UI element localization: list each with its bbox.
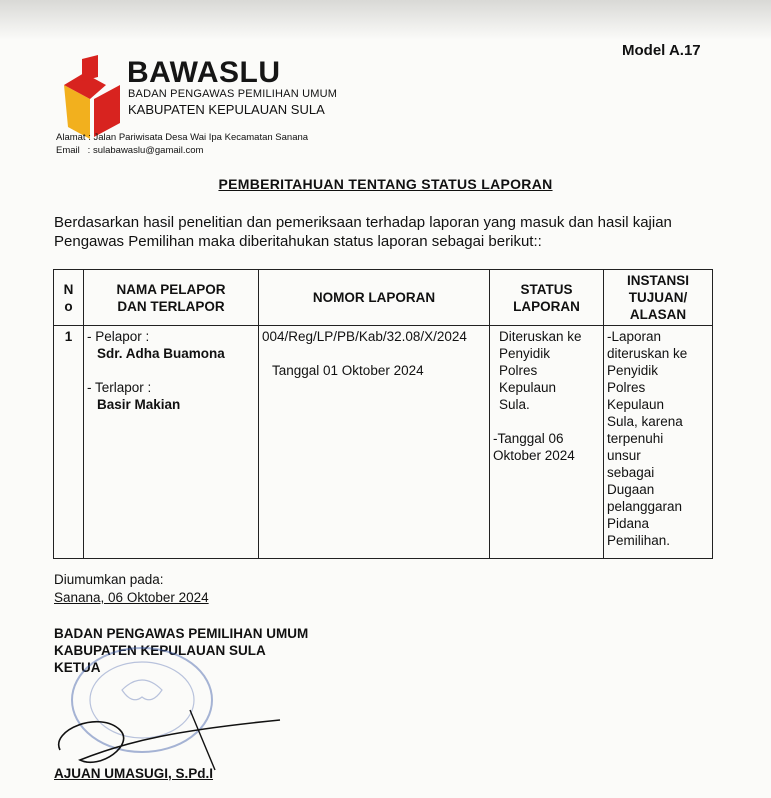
model-label: Model A.17 [622, 42, 701, 59]
terlapor-label: - Terlapor : [87, 380, 152, 395]
org-name: BAWASLU [127, 56, 281, 89]
signatory-name: AJUAN UMASUGI, S.Pd.I [54, 766, 214, 781]
intro-paragraph: Berdasarkan hasil penelitian dan pemeriksaan terhadap laporan yang masuk dan hasil kajian Pengawas Pemilihan maka diberitahukan status laporan sebagai berikut:: [54, 214, 672, 250]
cell-report-number [259, 326, 490, 559]
status-date: -Tanggal 06 Oktober 2024 [493, 431, 575, 463]
table-row [54, 326, 713, 559]
report-table [53, 269, 713, 559]
header-no: N o [54, 270, 84, 326]
pelapor-name: Sdr. Adha Buamona [97, 346, 225, 361]
address-block [56, 131, 308, 157]
email-line: Email : sulabawaslu@gamail.com [56, 145, 204, 156]
announce-label: Diumumkan pada: [54, 572, 164, 587]
cell-no: 1 [54, 326, 84, 559]
org-subtitle: BADAN PENGAWAS PEMILIHAN UMUM [128, 88, 338, 100]
cell-institution: -Laporan diteruskan ke Penyidik Polres Kepulaun Sula, karena terpenuhi unsur sebagai Dugaan pelanggaran Pidana Pemilihan. [604, 326, 713, 559]
table-header-row [54, 270, 713, 326]
header-institution: INSTANSI TUJUAN/ ALASAN [604, 270, 713, 326]
bawaslu-logo-icon [62, 55, 124, 141]
pelapor-label: - Pelapor : [87, 329, 150, 344]
header-status: STATUS LAPORAN [490, 270, 604, 326]
terlapor-name: Basir Makian [97, 397, 181, 412]
cell-parties [84, 326, 259, 559]
address-line: Alamat : Jalan Pariwisata Desa Wai Ipa Kecamatan Sanana [56, 132, 309, 143]
header-name: NAMA PELAPOR DAN TERLAPOR [84, 270, 259, 326]
photo-shadow [0, 0, 771, 40]
signature-org-line2: KABUPATEN KEPULAUAN SULA [54, 643, 266, 658]
report-number: 004/Reg/LP/PB/Kab/32.08/X/2024 [262, 329, 467, 344]
signature-org-line1: BADAN PENGAWAS PEMILIHAN UMUM [54, 626, 309, 641]
signature-role: KETUA [54, 660, 101, 675]
status-text: Diteruskan ke Penyidik Polres Kepulaun Sula. [499, 329, 582, 412]
cell-status [490, 326, 604, 559]
announce-place-date: Sanana, 06 Oktober 2024 [54, 590, 209, 605]
header-number: NOMOR LAPORAN [259, 270, 490, 326]
org-region: KABUPATEN KEPULAUAN SULA [128, 102, 325, 117]
report-date: Tanggal 01 Oktober 2024 [272, 363, 424, 378]
document-title: PEMBERITAHUAN TENTANG STATUS LAPORAN [218, 176, 553, 192]
